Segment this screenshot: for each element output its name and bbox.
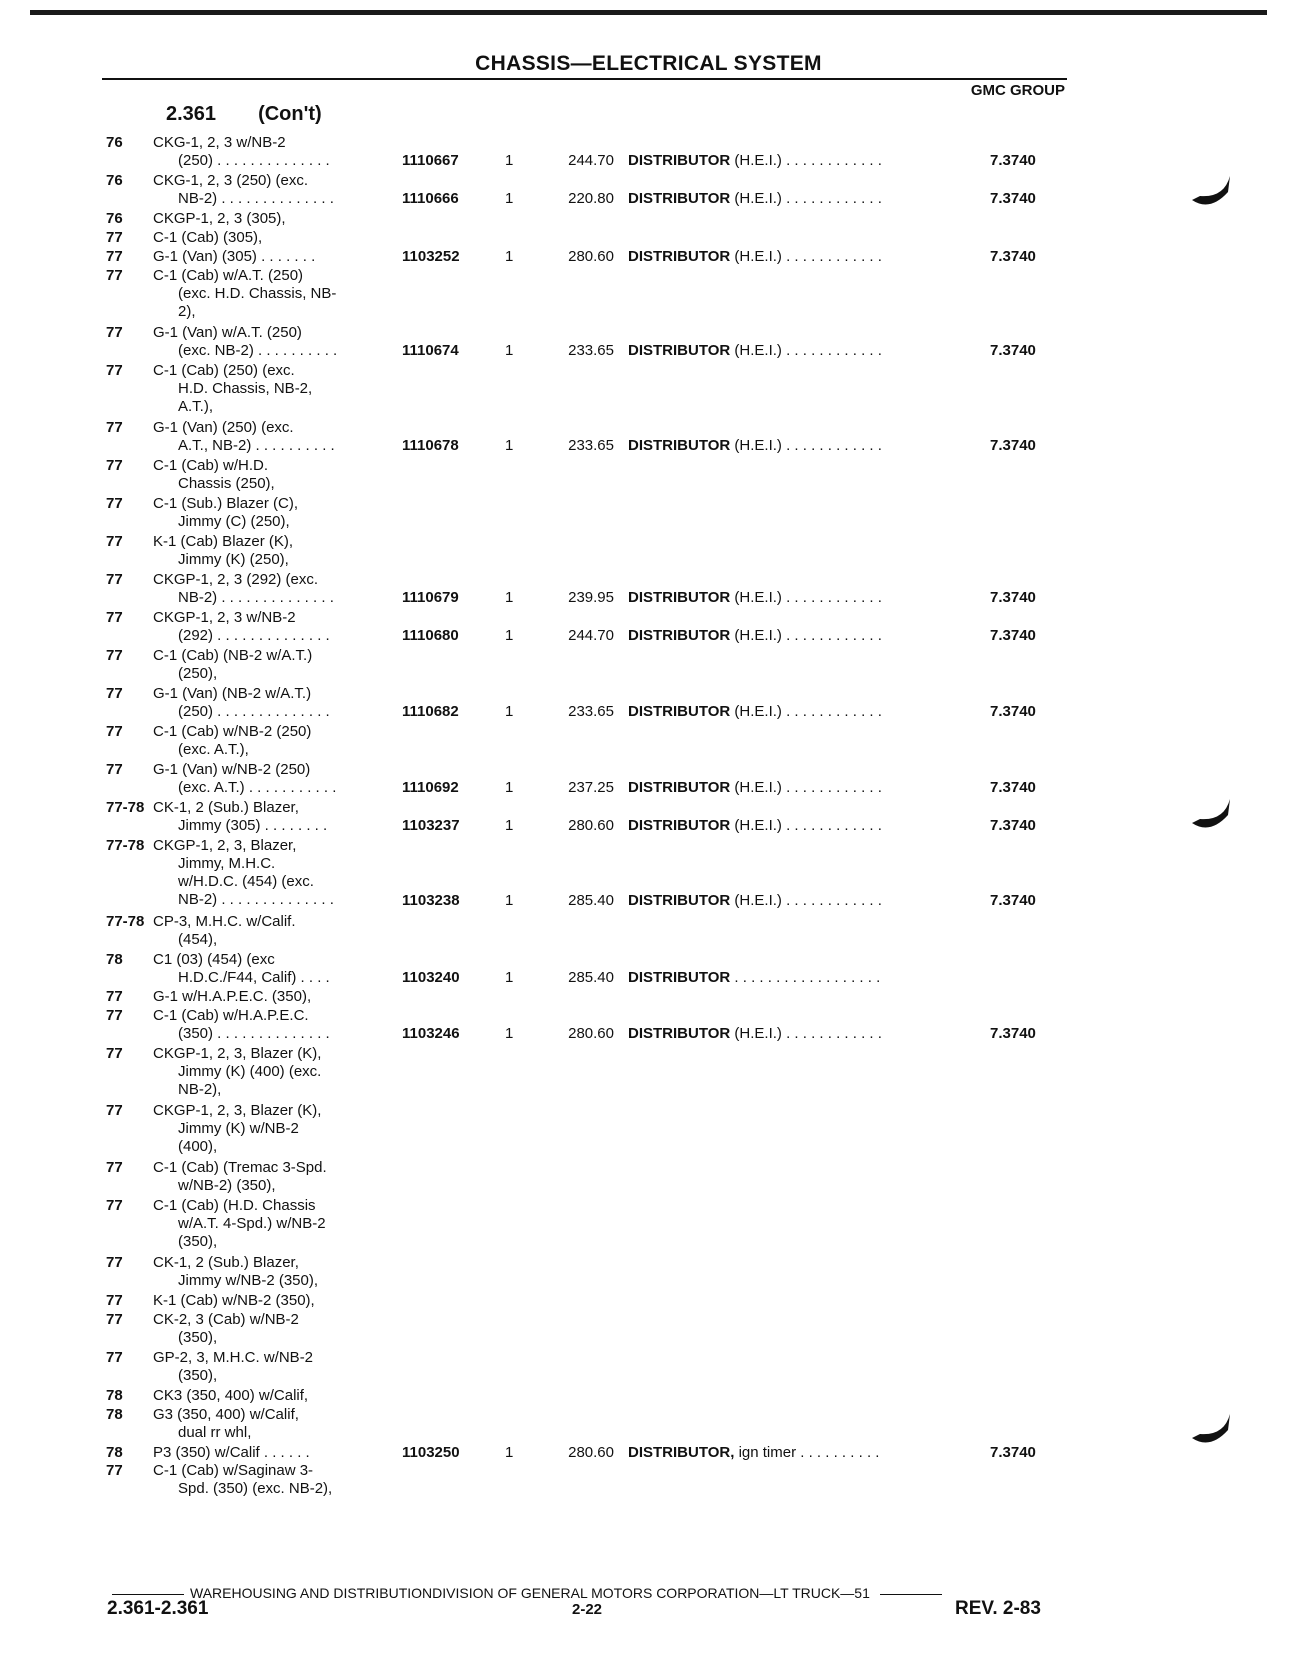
quantity: 1 (505, 589, 514, 607)
part-name-main: DISTRIBUTOR, (628, 1444, 735, 1461)
part-name-detail: (H.E.I.) . . . . . . . . . . . . (730, 152, 882, 170)
description-line: Jimmy, M.H.C. (178, 855, 276, 872)
application-description (153, 324, 337, 360)
part-name (628, 817, 882, 835)
part-name (628, 190, 882, 208)
list-price: 237.25 (568, 779, 614, 797)
quantity: 1 (505, 1444, 514, 1461)
list-price: 244.70 (568, 152, 614, 170)
description-line: NB-2), (178, 1081, 222, 1098)
part-name-main: DISTRIBUTOR (628, 437, 731, 455)
part-name-detail: (H.E.I.) . . . . . . . . . . . . (730, 437, 882, 455)
application-description (153, 1102, 321, 1156)
description-line: G3 (350, 400) w/Calif, (153, 1406, 299, 1423)
part-name (628, 892, 882, 910)
list-price: 239.95 (568, 589, 614, 607)
model-year: 77 (106, 495, 123, 512)
group-label: GMC GROUP (970, 82, 1065, 99)
model-year: 77 (106, 1462, 123, 1479)
part-number: 1110667 (402, 152, 459, 170)
description-line: CKGP-1, 2, 3, Blazer, (153, 837, 297, 854)
punch-hole-mark (1190, 1410, 1234, 1450)
application-description (153, 1007, 330, 1043)
model-year: 77 (106, 229, 123, 246)
description-line: K-1 (Cab) Blazer (K), (153, 533, 294, 550)
model-year: 77 (106, 609, 123, 626)
model-year: 77 (106, 419, 123, 436)
model-year: 78 (106, 1406, 123, 1423)
footer-rule-left (112, 1594, 184, 1595)
quantity: 1 (505, 1025, 514, 1043)
model-year: 77 (106, 571, 123, 588)
part-number: 1103240 (402, 969, 460, 987)
part-number: 1110666 (402, 190, 459, 208)
application-description (153, 799, 327, 835)
application-description (153, 723, 311, 759)
model-year: 77 (106, 1292, 123, 1309)
list-price: 244.70 (568, 627, 614, 645)
application-description (153, 248, 315, 266)
footer-division-text: WAREHOUSING AND DISTRIBUTIONDIVISION OF GENERAL MOTORS CORPORATION—LT TRUCK—51 (190, 1585, 870, 1601)
application-description (153, 988, 311, 1006)
model-year: 77 (106, 1197, 123, 1214)
application-description (153, 1045, 321, 1099)
model-year: 77 (106, 1254, 123, 1271)
description-line: CK-2, 3 (Cab) w/NB-2 (153, 1311, 299, 1328)
application-description (153, 533, 293, 569)
part-name (628, 152, 882, 170)
description-line: (exc. NB-2) . . . . . . . . . . (178, 342, 338, 359)
part-name-main: DISTRIBUTOR (628, 969, 731, 987)
description-line: C-1 (Cab) (Tremac 3-Spd. (153, 1159, 327, 1176)
model-year: 77-78 (106, 913, 145, 930)
model-year: 77 (106, 647, 123, 664)
part-name-detail: (H.E.I.) . . . . . . . . . . . . (730, 703, 882, 721)
application-description (153, 1254, 318, 1290)
description-line: CKGP-1, 2, 3 w/NB-2 (153, 609, 296, 626)
description-line: CK3 (350, 400) w/Calif, (153, 1387, 309, 1404)
application-description (153, 362, 312, 416)
description-line: w/H.D.C. (454) (exc. (178, 873, 314, 890)
quantity: 1 (505, 969, 514, 987)
description-line: CK-1, 2 (Sub.) Blazer, (153, 1254, 299, 1271)
model-year: 76 (106, 172, 123, 189)
group-number: 7.3740 (990, 248, 1036, 265)
quantity: 1 (505, 779, 514, 797)
application-description (153, 837, 334, 909)
quantity: 1 (505, 342, 514, 360)
model-year: 78 (106, 1444, 123, 1461)
description-line: (454), (178, 931, 218, 948)
quantity: 1 (505, 152, 514, 170)
part-number: 1103252 (402, 248, 460, 265)
description-line: (292) . . . . . . . . . . . . . . (178, 627, 330, 644)
part-name-detail: . . . . . . . . . . . . . . . . . . (730, 969, 881, 987)
part-number: 1110682 (402, 703, 459, 721)
model-year: 77 (106, 362, 123, 379)
description-line: w/A.T. 4-Spd.) w/NB-2 (178, 1215, 326, 1232)
description-line: Jimmy (K) w/NB-2 (178, 1120, 299, 1137)
part-name (628, 248, 882, 266)
part-number: 1110692 (402, 779, 459, 797)
description-line: H.D.C./F44, Calif) . . . . (178, 969, 330, 986)
part-name-detail: (H.E.I.) . . . . . . . . . . . . (730, 817, 882, 835)
quantity: 1 (505, 627, 514, 645)
quantity: 1 (505, 248, 514, 265)
list-price: 285.40 (568, 969, 614, 987)
description-line: G-1 w/H.A.P.E.C. (350), (153, 988, 312, 1005)
list-price: 233.65 (568, 437, 614, 455)
group-number: 7.3740 (990, 779, 1036, 797)
part-name-main: DISTRIBUTOR (628, 589, 731, 607)
group-number: 7.3740 (990, 703, 1036, 721)
footer-division-line (112, 1585, 942, 1601)
description-line: CKGP-1, 2, 3, Blazer (K), (153, 1045, 322, 1062)
part-name-main: DISTRIBUTOR (628, 779, 731, 797)
description-line: (350), (178, 1367, 218, 1384)
model-year: 77 (106, 324, 123, 341)
part-name (628, 589, 882, 607)
model-year: 77 (106, 1349, 123, 1366)
quantity: 1 (505, 437, 514, 455)
application-description (153, 229, 262, 247)
description-line: P3 (350) w/Calif . . . . . . (153, 1444, 310, 1461)
part-name (628, 437, 882, 455)
application-description (153, 685, 330, 721)
part-number: 1110678 (402, 437, 459, 455)
part-name-detail: (H.E.I.) . . . . . . . . . . . . (730, 342, 882, 360)
description-line: (350), (178, 1329, 218, 1346)
part-name-detail: (H.E.I.) . . . . . . . . . . . . (730, 589, 882, 607)
description-line: (exc. A.T.) . . . . . . . . . . . (178, 779, 337, 796)
part-name (628, 1025, 882, 1043)
description-line: (exc. H.D. Chassis, NB- (178, 285, 337, 302)
model-year: 77 (106, 685, 123, 702)
description-line: Jimmy w/NB-2 (350), (178, 1272, 319, 1289)
part-number: 1110680 (402, 627, 459, 645)
application-description (153, 647, 312, 683)
description-line: CKGP-1, 2, 3 (292) (exc. (153, 571, 319, 588)
description-line: C-1 (Cab) w/Saginaw 3- (153, 1462, 314, 1479)
description-line: G-1 (Van) (NB-2 w/A.T.) (153, 685, 312, 702)
part-name-main: DISTRIBUTOR (628, 1025, 731, 1043)
description-line: G-1 (Van) w/A.T. (250) (153, 324, 302, 341)
description-line: (250) . . . . . . . . . . . . . . (178, 703, 330, 720)
description-line: (350) . . . . . . . . . . . . . . (178, 1025, 330, 1042)
part-name-main: DISTRIBUTOR (628, 190, 731, 208)
group-number: 7.3740 (990, 627, 1036, 645)
description-line: 2), (178, 303, 196, 320)
description-line: NB-2) . . . . . . . . . . . . . . (178, 589, 334, 606)
application-description (153, 761, 336, 797)
part-name-detail: (H.E.I.) . . . . . . . . . . . . (730, 892, 882, 910)
description-line: CP-3, M.H.C. w/Calif. (153, 913, 296, 930)
part-name-main: DISTRIBUTOR (628, 627, 731, 645)
model-year: 77 (106, 1311, 123, 1328)
part-name (628, 627, 882, 645)
description-line: C-1 (Cab) w/A.T. (250) (153, 267, 304, 284)
description-line: C-1 (Cab) w/H.A.P.E.C. (153, 1007, 309, 1024)
application-description (153, 172, 334, 208)
part-number: 1103237 (402, 817, 460, 835)
group-number: 7.3740 (990, 437, 1036, 455)
description-line: CKG-1, 2, 3 w/NB-2 (153, 134, 286, 151)
description-line: (250), (178, 665, 218, 682)
model-year: 78 (106, 951, 123, 968)
group-number: 7.3740 (990, 152, 1036, 170)
page-number: 2-22 (572, 1601, 603, 1618)
group-number: 7.3740 (990, 892, 1036, 910)
application-description (153, 609, 330, 645)
application-description (153, 1462, 332, 1498)
application-description (153, 1159, 327, 1195)
part-name-detail: ign timer . . . . . . . . . . (734, 1444, 880, 1461)
model-year: 77 (106, 533, 123, 550)
section-continued: (Con't) (258, 103, 322, 125)
part-name-main: DISTRIBUTOR (628, 703, 731, 721)
model-year: 77 (106, 1159, 123, 1176)
description-line: C-1 (Cab) (305), (153, 229, 263, 246)
list-price: 280.60 (568, 817, 614, 835)
part-name (628, 1444, 879, 1462)
model-year: 77 (106, 988, 123, 1005)
model-year: 77 (106, 457, 123, 474)
application-description (153, 951, 330, 987)
description-line: Jimmy (C) (250), (178, 513, 290, 530)
application-description (153, 1349, 313, 1385)
model-year: 78 (106, 1387, 123, 1404)
description-line: CKG-1, 2, 3 (250) (exc. (153, 172, 309, 189)
part-name (628, 342, 882, 360)
application-description (153, 134, 330, 170)
part-name-main: DISTRIBUTOR (628, 248, 731, 265)
description-line: (exc. A.T.), (178, 741, 249, 758)
application-description (153, 1311, 299, 1347)
quantity: 1 (505, 892, 514, 910)
quantity: 1 (505, 703, 514, 721)
page-title: CHASSIS—ELECTRICAL SYSTEM (475, 52, 822, 75)
group-number: 7.3740 (990, 1025, 1036, 1043)
group-number: 7.3740 (990, 1444, 1036, 1461)
model-year: 77 (106, 267, 123, 284)
description-line: C-1 (Cab) (H.D. Chassis (153, 1197, 316, 1214)
description-line: G-1 (Van) w/NB-2 (250) (153, 761, 311, 778)
quantity: 1 (505, 817, 514, 835)
description-line: GP-2, 3, M.H.C. w/NB-2 (153, 1349, 314, 1366)
application-description (153, 267, 336, 321)
description-line: Jimmy (305) . . . . . . . . (178, 817, 328, 834)
list-price: 280.60 (568, 248, 614, 265)
punch-hole-mark (1190, 795, 1234, 835)
description-line: (350), (178, 1233, 218, 1250)
list-price: 285.40 (568, 892, 614, 910)
footer-rule-right (880, 1594, 942, 1595)
model-year: 77 (106, 1007, 123, 1024)
group-number: 7.3740 (990, 817, 1036, 835)
part-number: 1110679 (402, 589, 459, 607)
part-name-main: DISTRIBUTOR (628, 817, 731, 835)
description-line: Spd. (350) (exc. NB-2), (178, 1480, 333, 1497)
part-name-main: DISTRIBUTOR (628, 152, 731, 170)
description-line: CK-1, 2 (Sub.) Blazer, (153, 799, 299, 816)
part-name-main: DISTRIBUTOR (628, 892, 731, 910)
part-number: 1103250 (402, 1444, 460, 1461)
model-year: 77-78 (106, 837, 145, 854)
group-number: 7.3740 (990, 190, 1036, 208)
application-description (153, 210, 286, 228)
model-year: 77 (106, 723, 123, 740)
application-description (153, 419, 335, 455)
application-description (153, 1197, 326, 1251)
description-line: CKGP-1, 2, 3 (305), (153, 210, 286, 227)
application-description (153, 1292, 315, 1310)
part-number: 1110674 (402, 342, 459, 360)
list-price: 280.60 (568, 1025, 614, 1043)
part-name-detail: (H.E.I.) . . . . . . . . . . . . (730, 1025, 882, 1043)
application-description (153, 571, 334, 607)
model-year: 77 (106, 248, 123, 265)
description-line: C-1 (Cab) w/H.D. (153, 457, 269, 474)
model-year: 77 (106, 1045, 123, 1062)
description-line: NB-2) . . . . . . . . . . . . . . (178, 891, 334, 908)
description-line: K-1 (Cab) w/NB-2 (350), (153, 1292, 315, 1309)
part-number: 1103246 (402, 1025, 460, 1043)
application-description (153, 457, 275, 493)
part-name-detail: (H.E.I.) . . . . . . . . . . . . (730, 779, 882, 797)
part-number: 1103238 (402, 892, 460, 910)
footer-section-range: 2.361-2.361 (107, 1598, 209, 1619)
list-price: 280.60 (568, 1444, 614, 1461)
application-description (153, 1444, 310, 1462)
description-line: CKGP-1, 2, 3, Blazer (K), (153, 1102, 322, 1119)
list-price: 233.65 (568, 342, 614, 360)
model-year: 76 (106, 210, 123, 227)
description-line: C1 (03) (454) (exc (153, 951, 275, 968)
part-name-detail: (H.E.I.) . . . . . . . . . . . . (730, 627, 882, 645)
description-line: dual rr whl, (178, 1424, 252, 1441)
description-line: C-1 (Cab) w/NB-2 (250) (153, 723, 312, 740)
application-description (153, 1387, 308, 1405)
model-year: 76 (106, 134, 123, 151)
description-line: G-1 (Van) (250) (exc. (153, 419, 294, 436)
group-number: 7.3740 (990, 589, 1036, 607)
part-name (628, 779, 882, 797)
part-name (628, 703, 882, 721)
revision-label: REV. 2-83 (955, 1598, 1041, 1619)
description-line: A.T.), (178, 398, 214, 415)
application-description (153, 913, 296, 949)
list-price: 233.65 (568, 703, 614, 721)
quantity: 1 (505, 190, 514, 208)
description-line: C-1 (Cab) (NB-2 w/A.T.) (153, 647, 313, 664)
description-line: (400), (178, 1138, 218, 1155)
part-name-detail: (H.E.I.) . . . . . . . . . . . . (730, 190, 882, 208)
part-name-main: DISTRIBUTOR (628, 342, 731, 360)
description-line: G-1 (Van) (305) . . . . . . . (153, 248, 316, 265)
description-line: C-1 (Cab) (250) (exc. (153, 362, 295, 379)
section-number: 2.361 (166, 103, 217, 125)
punch-hole-mark (1190, 172, 1234, 212)
group-number: 7.3740 (990, 342, 1036, 360)
description-line: A.T., NB-2) . . . . . . . . . . (178, 437, 335, 454)
description-line: C-1 (Sub.) Blazer (C), (153, 495, 299, 512)
model-year: 77 (106, 761, 123, 778)
part-name-detail: (H.E.I.) . . . . . . . . . . . . (730, 248, 882, 265)
list-price: 220.80 (568, 190, 614, 208)
model-year: 77-78 (106, 799, 145, 816)
description-line: H.D. Chassis, NB-2, (178, 380, 313, 397)
description-line: Jimmy (K) (250), (178, 551, 289, 568)
description-line: w/NB-2) (350), (178, 1177, 276, 1194)
application-description (153, 1406, 299, 1442)
part-name (628, 969, 880, 987)
description-line: Chassis (250), (178, 475, 275, 492)
description-line: Jimmy (K) (400) (exc. (178, 1063, 322, 1080)
description-line: (250) . . . . . . . . . . . . . . (178, 152, 330, 169)
description-line: NB-2) . . . . . . . . . . . . . . (178, 190, 334, 207)
model-year: 77 (106, 1102, 123, 1119)
application-description (153, 495, 298, 531)
